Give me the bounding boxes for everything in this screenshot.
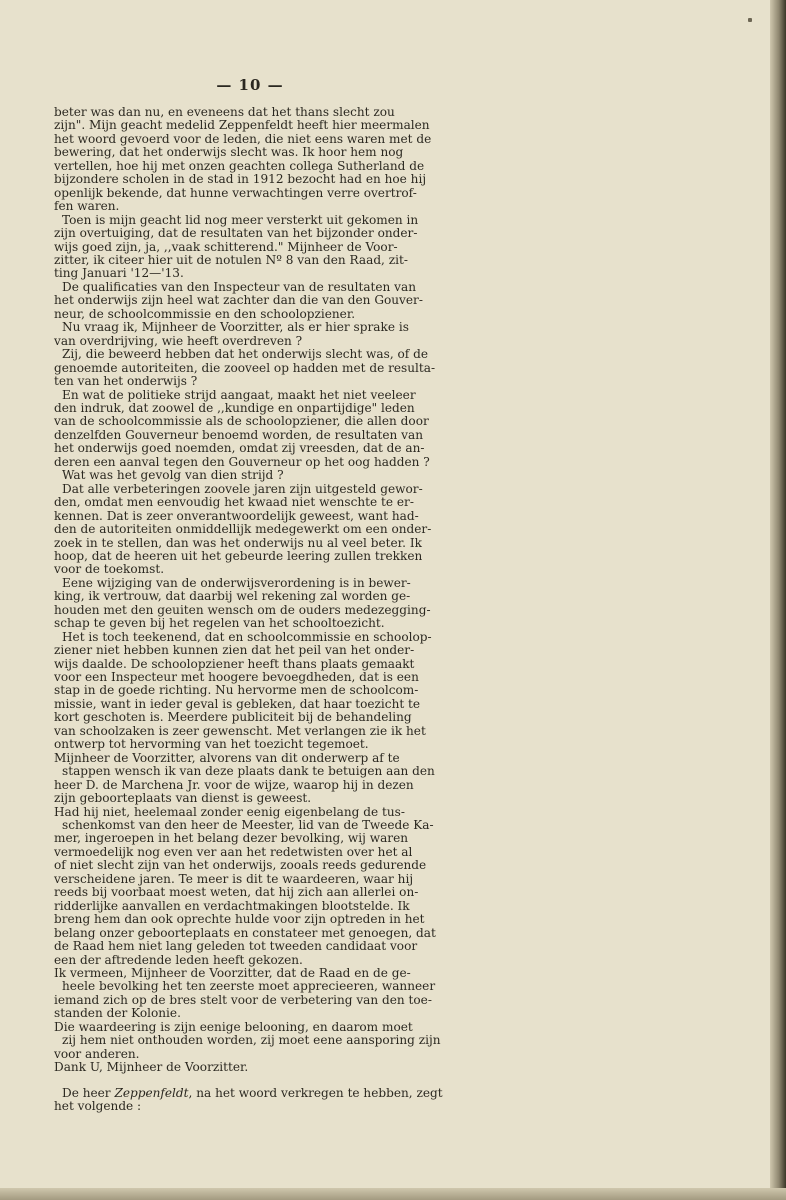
text-line: Zij, die beweerd hebben dat het onderwijs slecht was, of de — [62, 347, 429, 362]
text-line: Toen is mijn geacht lid nog meer versterkt uit gekomen in — [62, 212, 419, 227]
text-line: belang onzer geboorteplaats en constateer met genoegen, dat — [54, 925, 436, 940]
text-line: verscheidene jaren. Te meer is dit te waardeeren, waar hij — [54, 871, 414, 886]
text-line: het onderwijs zijn heel wat zachter dan die van den Gouver- — [54, 293, 423, 308]
body-text — [54, 105, 443, 1114]
text-line: ting Januari '12—'13. — [54, 266, 184, 281]
text-line: wijs goed zijn, ja, ,,vaak schitterend." Mijnheer de Voor- — [54, 239, 398, 254]
binding-mark — [748, 18, 752, 22]
text-line: bijzondere scholen in de stad in 1912 bezocht had en hoe hij — [54, 172, 427, 187]
text-line: Nu vraag ik, Mijnheer de Voorzitter, als er hier sprake is — [62, 320, 409, 335]
text-line: Dank U, Mijnheer de Voorzitter. — [54, 1060, 249, 1075]
text-line: zoek in te stellen, dan was het onderwijs nu al veel beter. Ik — [54, 535, 422, 550]
text-line: reeds bij voorbaat moest weten, dat hij zich aan allerlei on- — [54, 885, 419, 900]
text-line: kennen. Dat is zeer onverantwoordelijk geweest, want had- — [54, 508, 419, 523]
text-line: openlijk bekende, dat hunne verwachtingen verre overtrof- — [54, 185, 417, 200]
text-line: zitter, ik citeer hier uit de notulen Nº 8 van den Raad, zit- — [54, 252, 408, 267]
closing-suffix: , na het woord verkregen te hebben, zegt — [188, 1085, 443, 1100]
text-line: schap te geven bij het regelen van het schooltoezicht. — [54, 616, 385, 631]
text-line: iemand zich op de bres stelt voor de verbetering van den toe- — [54, 992, 432, 1007]
text-line: ziener niet hebben kunnen zien dat het peil van het onder- — [54, 643, 415, 658]
text-line: Die waardeering is zijn eenige belooning, en daarom moet — [54, 1019, 413, 1034]
text-line: voor een Inspecteur met hoogere bevoegdheden, dat is een — [54, 670, 419, 685]
text-line: vertellen, hoe hij met onzen geachten collega Sutherland de — [54, 158, 425, 173]
text-line: van overdrijving, wie heeft overdreven ? — [54, 333, 303, 348]
text-line: ridderlijke aanvallen en verdachtmakingen blootstelde. Ik — [54, 898, 410, 913]
text-line: deren een aanval tegen den Gouverneur op het oog hadden ? — [54, 454, 430, 469]
text-line: En wat de politieke strijd aangaat, maakt het niet veeleer — [62, 387, 416, 402]
text-line: van de schoolcommissie als de schoolopziener, die allen door — [54, 414, 429, 429]
text-line: neur, de schoolcommissie en den schoolopziener. — [54, 306, 356, 321]
text-line: voor anderen. — [54, 1046, 140, 1061]
text-line: kort geschoten is. Meerdere publiciteit bij de behandeling — [54, 710, 412, 725]
text-line: Wat was het gevolg van dien strijd ? — [62, 468, 284, 483]
text-line: heer D. de Marchena Jr. voor de wijze, waarop hij in dezen — [54, 777, 414, 792]
text-line: genoemde autoriteiten, die zooveel op hadden met de resulta- — [54, 360, 436, 375]
text-line: Had hij niet, heelemaal zonder eenig eigenbelang de tus- — [54, 804, 405, 819]
text-line: Dat alle verbeteringen zoovele jaren zijn uitgesteld gewor- — [62, 481, 423, 496]
text-line: standen der Kolonie. — [54, 1006, 181, 1021]
closing-line-2: het volgende : — [54, 1099, 142, 1114]
text-line: van schoolzaken is zeer gewenscht. Met verlangen zie ik het — [54, 723, 426, 738]
page-edge-right — [770, 0, 786, 1200]
text-line: Het is toch teekenend, dat en schoolcommissie en schoolop- — [62, 629, 432, 644]
text-line: king, ik vertrouw, dat daarbij wel rekening zal worden ge- — [54, 589, 411, 604]
text-line: hoop, dat de heeren uit het gebeurde leering zullen trekken — [54, 548, 423, 563]
closing-prefix: De heer — [62, 1085, 115, 1100]
text-line: De qualificaties van den Inspecteur van de resultaten van — [62, 279, 417, 294]
text-line: vermoedelijk nog even ver aan het redetwisten over het al — [54, 844, 413, 859]
text-line: houden met den geuiten wensch om de ouders medezegging- — [54, 602, 431, 617]
closing-line — [54, 1085, 443, 1100]
text-line: beter was dan nu, en eveneens dat het thans slecht zou — [54, 105, 395, 119]
text-line: ten van het onderwijs ? — [54, 374, 198, 389]
text-line: mer, ingeroepen in het belang dezer bevolking, wij waren — [54, 831, 409, 846]
text-line: Eene wijziging van de onderwijsverordening is in bewer- — [62, 575, 411, 590]
text-line: een der aftredende leden heeft gekozen. — [54, 952, 303, 967]
text-line: denzelfden Gouverneur benoemd worden, de resultaten van — [54, 427, 424, 442]
page-edge-bottom — [0, 1188, 786, 1200]
text-line: fen waren. — [54, 199, 120, 214]
text-line: zijn geboorteplaats van dienst is geweest. — [54, 791, 312, 806]
text-line: breng hem dan ook oprechte hulde voor zijn optreden in het — [54, 912, 425, 927]
text-line: heele bevolking het ten zeerste moet apprecieeren, wanneer — [62, 979, 436, 994]
text-line: zijn". Mijn geacht medelid Zeppenfeldt heeft hier meermalen — [54, 118, 430, 133]
text-line: zijn overtuiging, dat de resultaten van het bijzonder onder- — [54, 226, 418, 241]
text-line: den, omdat men eenvoudig het kwaad niet wenschte te er- — [54, 495, 414, 510]
text-line: het woord gevoerd voor de leden, die niet eens waren met de — [54, 131, 432, 146]
text-line: Mijnheer de Voorzitter, alvorens van dit onderwerp af te — [54, 750, 400, 765]
text-line: de Raad hem niet lang geleden tot tweeden candidaat voor — [54, 939, 418, 954]
text-line: voor de toekomst. — [54, 562, 165, 577]
text-line: wijs daalde. De schoolopziener heeft thans plaats gemaakt — [54, 656, 415, 671]
speaker-name: Zeppenfeldt — [114, 1085, 189, 1100]
text-line: Ik vermeen, Mijnheer de Voorzitter, dat de Raad en de ge- — [54, 966, 411, 980]
text-line: zij hem niet onthouden worden, zij moet eene aansporing zijn — [62, 1033, 441, 1048]
text-line: of niet slecht zijn van het onderwijs, zooals reeds gedurende — [54, 858, 427, 873]
text-line: stap in de goede richting. Nu hervorme men de schoolcom- — [54, 683, 419, 698]
text-line: missie, want in ieder geval is gebleken, dat haar toezicht te — [54, 696, 421, 711]
text-line: den indruk, dat zoowel de ,,kundige en onpartijdige" leden — [54, 400, 415, 415]
text-line: schenkomst van den heer de Meester, lid van de Tweede Ka- — [62, 818, 434, 833]
page-number: — 10 — — [216, 76, 284, 94]
text-line: den de autoriteiten onmiddellijk medegewerkt om een onder- — [54, 522, 432, 537]
text-line: het onderwijs goed noemden, omdat zij vreesden, dat de an- — [54, 441, 425, 456]
text-line: stappen wensch ik van deze plaats dank te betuigen aan den — [62, 764, 435, 779]
text-line: ontwerp tot hervorming van het toezicht tegemoet. — [54, 737, 369, 752]
text-line: bewering, dat het onderwijs slecht was. Ik hoor hem nog — [54, 145, 404, 160]
